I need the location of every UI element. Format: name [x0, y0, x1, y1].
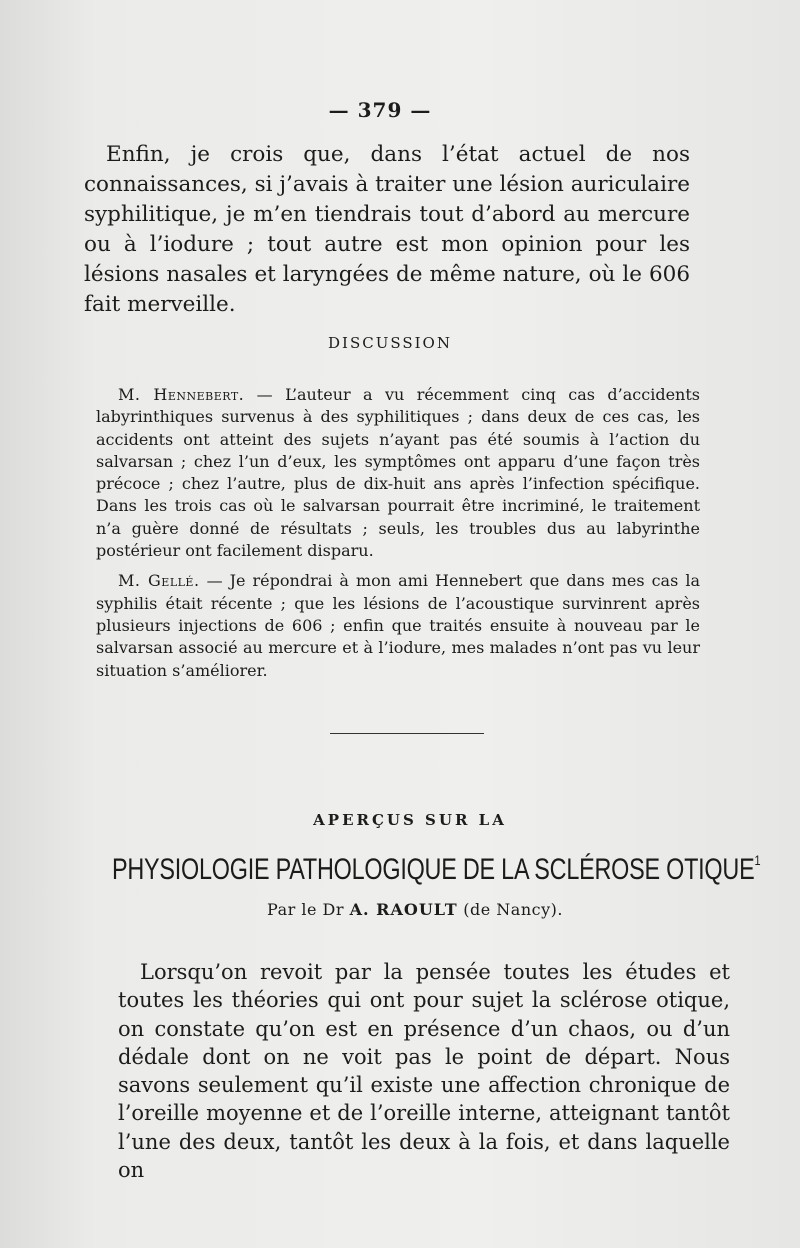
speaker-name: M. Hennebert.: [118, 385, 245, 404]
discussion-entry-hennebert: [96, 384, 700, 562]
byline-suffix: (de Nancy).: [463, 900, 563, 919]
article-title: [112, 838, 761, 892]
article-title-text: PHYSIOLOGIE PATHOLOGIQUE DE LA SCLÉROSE OTIQUE: [112, 853, 755, 886]
footnote-marker[interactable]: 1: [754, 852, 761, 868]
section-divider: [330, 733, 484, 734]
discussion-entry-gelle: [96, 570, 700, 681]
byline-title: Dr: [322, 900, 345, 919]
intro-section: [84, 140, 690, 320]
article-opening-paragraph: Lorsqu’on revoit par la pensée toutes les études et toutes les théories qui ont pour sujet la sclérose otique, on constate qu’on est en présence d’un chaos, ou d’un dédale dont on ne voit pas le point de départ. Nous savons seulement qu’il existe une affection chronique de l’oreille moyenne et de l’oreille interne, atteignant tantôt l’une des deux, tantôt les deux à la fois, et dans laquelle on: [118, 960, 730, 1183]
author-name: A. RAOULT: [349, 900, 458, 919]
discussion-section: [96, 384, 700, 690]
article-byline: [0, 900, 800, 919]
article-supertitle: APERÇUS SUR LA: [313, 811, 507, 829]
discussion-heading: DISCUSSION: [328, 334, 452, 352]
page-number: — 379 —: [328, 98, 432, 122]
discussion-text: — L’auteur a vu récemment cinq cas d’accidents labyrinthiques survenus à des syphilitiques ; dans deux de ces cas, les accidents ont atteint des sujets n’ayant pas été soumis à l’action du salvarsan ; chez l’un d’eux, les symptômes ont apparu d’une façon très précoce ; chez l’autre, plus de dix-huit ans après l’infection spécifique. Dans les trois cas où le salvarsan pourrait être incriminé, le traitement n’a guère donné de résultats ; seuls, les troubles dus au labyrinthe postérieur ont facilement disparu.: [96, 385, 700, 561]
discussion-text: — Je répondrai à mon ami Hennebert que dans mes cas la syphilis était récente ; que les lésions de l’acoustique survinrent après plusieurs injections de 606 ; enfin que traités ensuite à nouveau par le salvarsan associé au mercure et à l’iodure, mes malades n’ont pas vu leur situation s’améliorer.: [96, 571, 700, 680]
speaker-name: M. Gellé.: [118, 571, 200, 591]
byline-prefix: Par le: [267, 900, 317, 919]
intro-paragraph: Enfin, je crois que, dans l’état actuel de nos connaissances, si j’avais à traiter une lésion auriculaire syphilitique, je m’en tiendrais tout d’abord au mercure ou à l’iodure ; tout autre est mon opinion pour les lésions nasales et laryngées de même nature, où le 606 fait merveille.: [84, 142, 690, 317]
article-body: [118, 958, 730, 1184]
